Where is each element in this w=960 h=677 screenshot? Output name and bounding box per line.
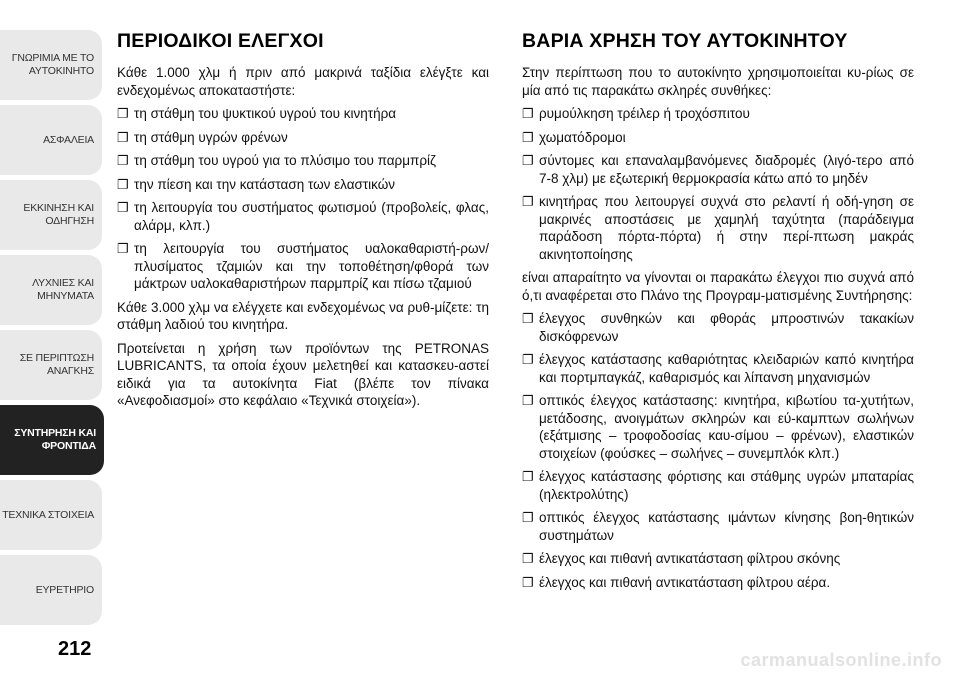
checkbox-bullet-icon: ❐	[522, 393, 534, 408]
list-item	[522, 550, 914, 568]
chapter-tab[interactable]	[0, 105, 102, 175]
chapter-tab[interactable]	[0, 255, 102, 325]
chapter-tab[interactable]	[0, 30, 102, 100]
chapter-tab-label: ΑΣΦΑΛΕΙΑ	[43, 133, 94, 146]
checkbox-bullet-icon: ❐	[522, 194, 534, 209]
checkbox-bullet-icon: ❐	[522, 510, 534, 525]
list-item-text: τη στάθμη υγρών φρένων	[134, 129, 288, 145]
section-title-heavy-use: ΒΑΡΙΑ ΧΡΗΣΗ ΤΟΥ ΑΥΤΟΚΙΝΗΤΟΥ	[522, 30, 848, 52]
heavy-use-middle: είναι απαραίτητο να γίνονται οι παρακάτω έλεγχοι πιο συχνά από ό,τι αναφέρεται στο Πλάνο της Προγραμ-ματισμένης Συντήρησης:	[522, 270, 914, 303]
list-item-text: έλεγχος και πιθανή αντικατάσταση φίλτρου σκόνης	[539, 551, 841, 566]
chapter-tab-label: ΕΚΚΙΝΗΣΗ ΚΑΙ ΟΔΗΓΗΣΗ	[23, 202, 94, 227]
list-item-text: έλεγχος και πιθανή αντικατάσταση φίλτρου αέρα.	[539, 574, 831, 590]
checkbox-bullet-icon: ❐	[522, 153, 534, 168]
right-column	[522, 28, 914, 597]
list-item-text: έλεγχος συνθηκών και φθοράς μπροστινών τακακίων δισκόφρενων	[539, 311, 914, 344]
checkbox-bullet-icon: ❐	[522, 551, 534, 566]
list-item-text: έλεγχος κατάστασης καθαριότητας κλειδαριών καπό κινητήρα και πορτμπαγκάζ, καθαρισμός και λίπανση μηχανισμών	[539, 352, 914, 385]
chapter-tab-label: ΛΥΧΝΙΕΣ ΚΑΙ ΜΗΝΥΜΑΤΑ	[32, 277, 94, 302]
list-item	[522, 574, 914, 592]
checkbox-bullet-icon: ❐	[522, 469, 534, 484]
chapter-tab-label: ΣΕ ΠΕΡΙΠΤΩΣΗ ΑΝΑΓΚΗΣ	[19, 352, 94, 377]
chapter-tabs	[0, 0, 102, 677]
left-column	[117, 28, 489, 416]
list-item-text: τη λειτουργία του συστήματος υαλοκαθαριστή-ρων/πλυσίματος τζαμιών και την τοποθέτηση/φθορά των μάκτρων υαλοκαθαριστήρων παρμπρίζ και πίσω τζαμιού	[134, 241, 489, 291]
page-number: 212	[58, 638, 92, 660]
periodic-intro: Κάθε 1.000 χλμ ή πριν από μακρινά ταξίδια ελέγξτε και ενδεχομένως αποκαταστήστε:	[117, 65, 489, 98]
list-item	[522, 105, 914, 123]
checkbox-bullet-icon: ❐	[117, 176, 129, 192]
checkbox-bullet-icon: ❐	[117, 106, 129, 121]
list-item	[522, 310, 914, 345]
watermark: carmanualsonline.info	[740, 650, 942, 670]
checkbox-bullet-icon: ❐	[522, 129, 534, 145]
checkbox-bullet-icon: ❐	[117, 153, 129, 168]
heavy-use-intro: Στην περίπτωση που το αυτοκίνητο χρησιμοποιείται κυ-ρίως σε μία από τις παρακάτω σκληρές συνθήκες:	[522, 65, 914, 98]
list-item-text: τη λειτουργία του συστήματος φωτισμού (προβολείς, φλας, αλάρμ, κλπ.)	[134, 200, 489, 233]
list-item-text: οπτικός έλεγχος κατάστασης ιμάντων κίνησης βοη-θητικών συστημάτων	[539, 510, 914, 543]
checkbox-bullet-icon: ❐	[522, 106, 534, 121]
chapter-tab[interactable]	[0, 180, 102, 250]
list-item	[117, 152, 489, 170]
chapter-tab[interactable]	[0, 405, 104, 475]
list-item	[117, 199, 489, 234]
checkbox-bullet-icon: ❐	[522, 574, 534, 590]
list-item-text: έλεγχος κατάστασης φόρτισης και στάθμης υγρών μπαταρίας (ηλεκτρολύτης)	[539, 469, 914, 502]
list-item-text: χωματόδρομοι	[539, 129, 626, 145]
list-item	[117, 105, 489, 123]
list-item-text: σύντομες και επαναλαμβανόμενες διαδρομές (λιγό-τερο από 7-8 χλμ) με εξωτερική θερμοκρασία κάτω από το μηδέν	[539, 153, 914, 186]
list-item	[522, 468, 914, 503]
chapter-tab-label: ΕΥΡΕΤΗΡΙΟ	[35, 583, 94, 596]
checkbox-bullet-icon: ❐	[117, 200, 129, 215]
oil-check-paragraph: Κάθε 3.000 χλμ να ελέγχετε και ενδεχομένως να ρυθ-μίζετε: τη στάθμη λαδιού του κινητήρα.	[117, 299, 489, 332]
list-item	[117, 176, 489, 194]
checkbox-bullet-icon: ❐	[117, 241, 129, 256]
checkbox-bullet-icon: ❐	[522, 352, 534, 367]
list-item-text: οπτικός έλεγχος κατάστασης: κινητήρα, κιβωτίου τα-χυτήτων, μετάδοσης, ανοιγμάτων σκληρών και εύ-καμπτων σωλήνων (εξάτμισης – τροφοδοσίας καυ-σίμου – φρένων), ελαστικών στοιχείων (φούσκες – σωλήνες – συνεμπλόκ κλπ.)	[539, 393, 914, 461]
list-item	[117, 240, 489, 293]
chapter-tab-label: ΤΕΧΝΙΚΑ ΣΤΟΙΧΕΙΑ	[2, 508, 94, 521]
checkbox-bullet-icon: ❐	[522, 311, 534, 326]
heavy-use-conditions-list	[522, 105, 914, 263]
checkbox-bullet-icon: ❐	[117, 129, 129, 145]
list-item	[522, 392, 914, 462]
lubricants-paragraph: Προτείνεται η χρήση των προϊόντων της PETRONAS LUBRICANTS, τα οποία έχουν μελετηθεί και κατασκευ-αστεί ειδικά για τα αυτοκίνητα Fiat (βλέπε τον πίνακα «Ανεφοδιασμοί» στο κεφάλαιο «Τεχνικά στοιχεία»).	[117, 340, 489, 408]
chapter-tab-label: ΓΝΩΡΙΜΙΑ ΜΕ ΤΟ ΑΥΤΟΚΙΝΗΤΟ	[11, 52, 94, 77]
section-title-periodic-checks: ΠΕΡΙΟΔΙΚΟΙ ΕΛΕΓΧΟΙ	[117, 30, 324, 52]
chapter-tab[interactable]	[0, 330, 102, 400]
heavy-use-checks-list	[522, 310, 914, 591]
list-item-text: την πίεση και την κατάσταση των ελαστικών	[134, 176, 396, 192]
list-item-text: ρυμούλκηση τρέιλερ ή τροχόσπιτου	[539, 106, 750, 121]
list-item-text: τη στάθμη του ψυκτικού υγρού του κινητήρα	[134, 106, 397, 121]
chapter-tab[interactable]	[0, 480, 102, 550]
chapter-tab[interactable]	[0, 555, 102, 625]
list-item	[117, 129, 489, 147]
list-item	[522, 193, 914, 263]
list-item	[522, 129, 914, 147]
chapter-tab-label: ΣΥΝΤΗΡΗΣΗ ΚΑΙ ΦΡΟΝΤΙΔΑ	[14, 427, 96, 452]
list-item	[522, 152, 914, 187]
list-item-text: τη στάθμη του υγρού για το πλύσιμο του παρμπρίζ	[134, 153, 436, 168]
list-item-text: κινητήρας που λειτουργεί συχνά στο ρελαντί ή οδή-γηση σε μακρινές αποστάσεις με χαμηλή ταχύτητα (παράδειγμα παράδοση πόρτα-πόρτα) ή στην περί-πτωση μακράς ακινητοποίησης	[539, 194, 914, 262]
list-item	[522, 509, 914, 544]
list-item	[522, 351, 914, 386]
periodic-check-list	[117, 105, 489, 293]
